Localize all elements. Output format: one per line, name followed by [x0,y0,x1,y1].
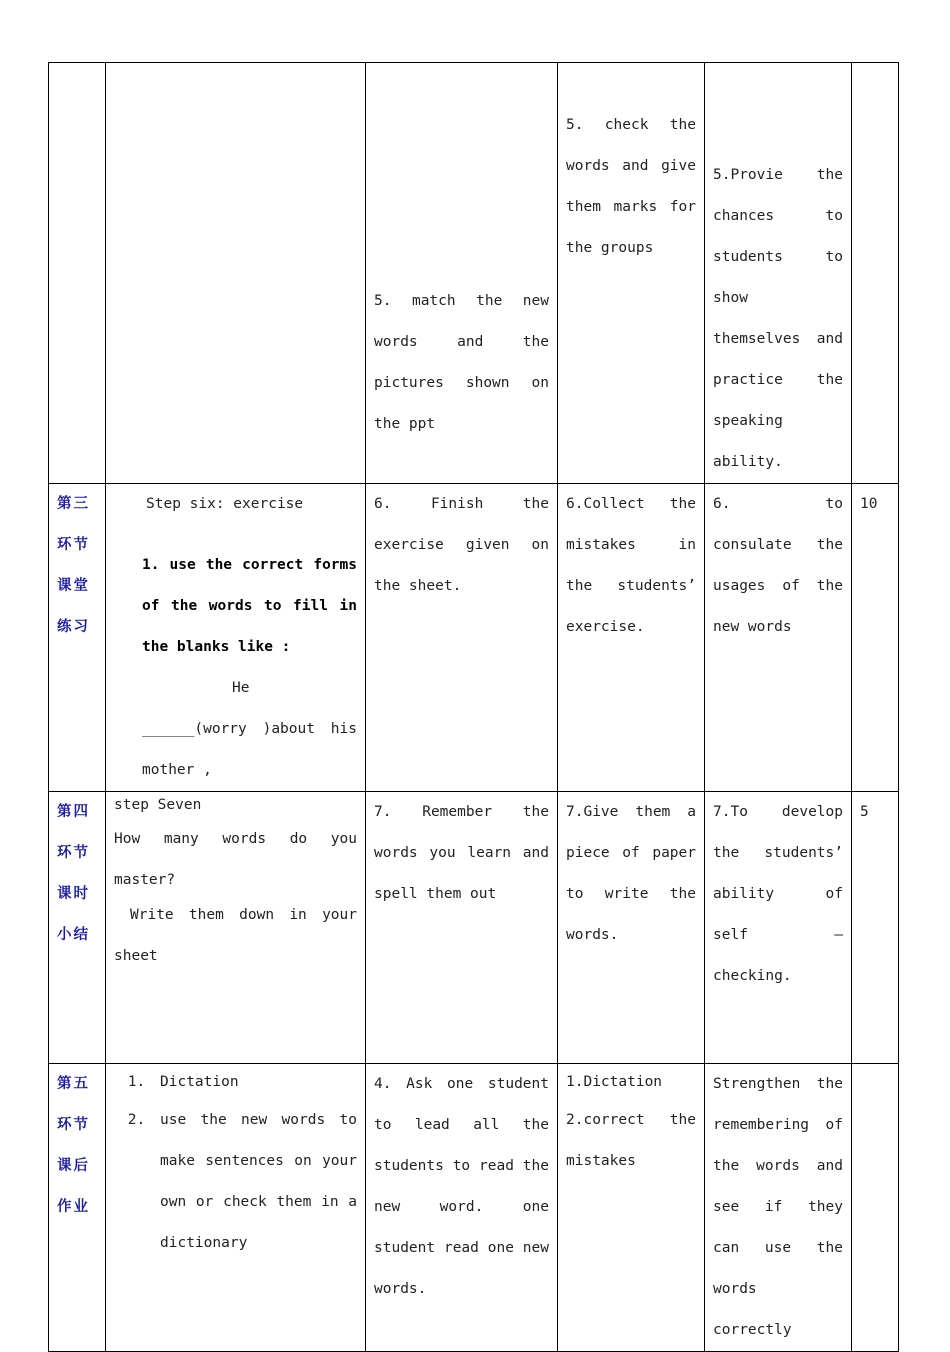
step-instruction: 1. use the correct forms of the words to fill in the blanks like : [142,557,357,655]
student-activity-cell: 6. Finish the exercise given on the sheet. [366,484,558,792]
time-cell: 10 [852,484,899,792]
step-title: Step six: exercise [146,496,304,512]
lesson-plan-table [48,62,899,1352]
student-activity-cell: 7. Remember the words you learn and spell them out [366,792,558,1064]
homework-list [114,1064,357,1264]
time-cell: 5 [852,792,899,1064]
step-cell [106,63,366,484]
table-row [49,1064,899,1352]
step-write: Write them down in your sheet [114,907,357,964]
step-title: step Seven [114,797,202,813]
table-row [49,792,899,1064]
teacher-activity-text: 5. check the words and give them marks for the groups [566,117,696,256]
purpose-cell [705,63,852,484]
step-example: He ______(worry )about his mother , [142,680,357,778]
list-item: 1. Dictation [154,1064,357,1100]
step-cell [106,1064,366,1352]
table-row [49,484,899,792]
student-activity-cell: 4. Ask one student to lead all the students to read the new word. one student read one new words. [366,1064,558,1352]
purpose-text: 5.Provie the chances to students to show themselves and practice the speaking ability. [713,167,843,470]
student-activity-cell [366,63,558,484]
purpose-cell: 7.To develop the students’ ability of self –checking. [705,792,852,1064]
time-cell [852,1064,899,1352]
table-row [49,63,899,484]
teacher-activity-cell [558,63,705,484]
list-item: 2. use the new words to make sentences on your own or check them in a dictionary [154,1100,357,1264]
stage-label: 第三 环节 课堂 练习 [49,484,106,792]
stage-label: 第五 环节 课后 作业 [49,1064,106,1352]
purpose-cell: Strengthen the remembering of the words and see if they can use the words correctly [705,1064,852,1352]
step-question: How many words do you master? [114,831,357,888]
stage-cell [49,63,106,484]
student-activity-text: 5. match the new words and the pictures shown on the ppt [374,293,549,432]
step-cell [106,484,366,792]
time-cell [852,63,899,484]
teacher-activity-cell: 1.Dictation 2.correct the mistakes [558,1064,705,1352]
step-cell [106,792,366,1064]
teacher-activity-cell: 7.Give them a piece of paper to write the words. [558,792,705,1064]
teacher-activity-cell: 6.Collect the mistakes in the students’ exercise. [558,484,705,792]
purpose-cell: 6. to consulate the usages of the new words [705,484,852,792]
stage-label: 第四 环节 课时 小结 [49,792,106,1064]
